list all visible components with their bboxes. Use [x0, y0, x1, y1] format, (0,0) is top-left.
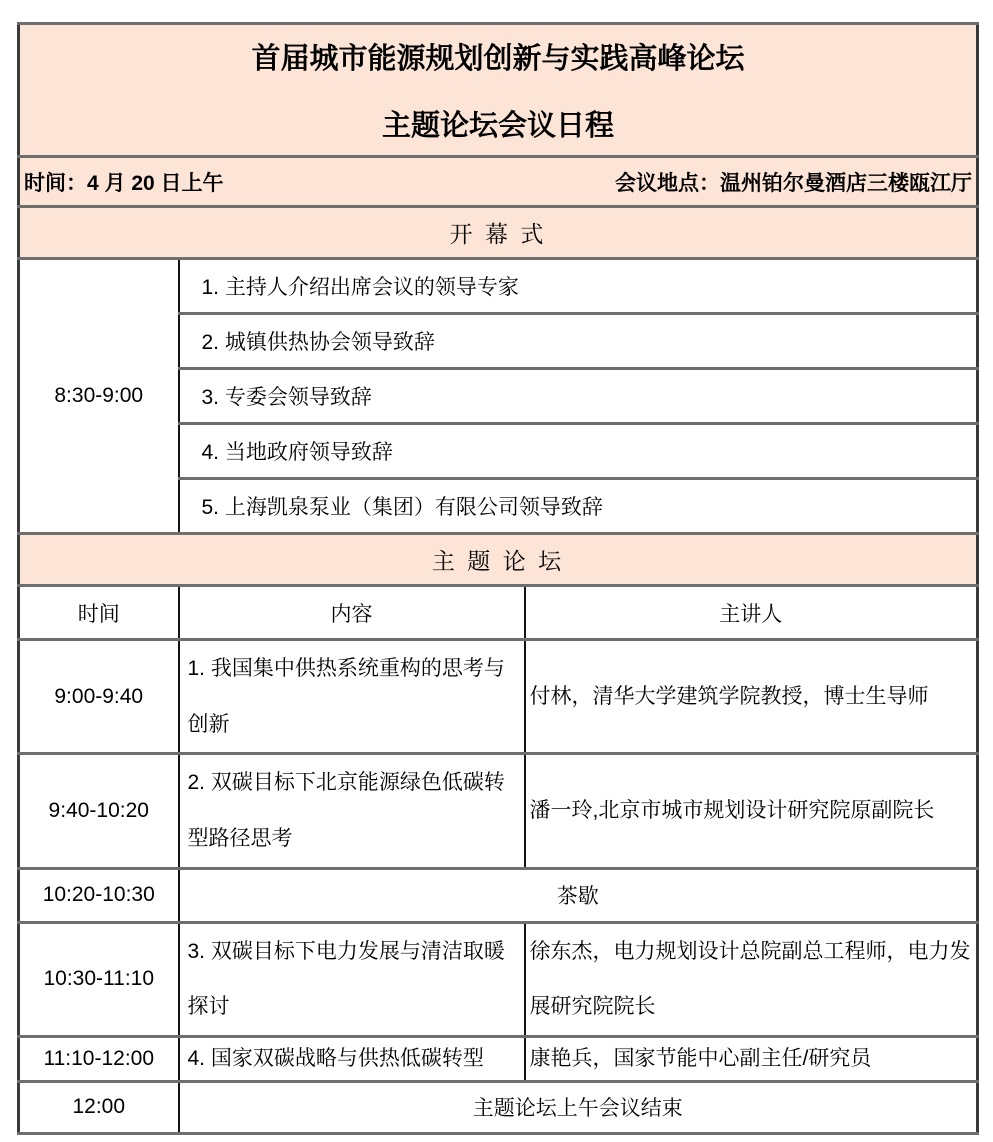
- session-content: 4. 国家双碳战略与供热低碳转型: [179, 1036, 525, 1081]
- session-time: 9:40-10:20: [19, 754, 179, 868]
- col-header-time: 时间: [19, 586, 179, 640]
- session-time: 12:00: [19, 1081, 179, 1133]
- closing-label: 主题论坛上午会议结束: [179, 1081, 978, 1133]
- table-row: [19, 1036, 978, 1081]
- session-content: 3. 双碳目标下电力发展与清洁取暖探讨: [179, 922, 525, 1036]
- title-block: [19, 24, 978, 157]
- session-time: 11:10-12:00: [19, 1036, 179, 1081]
- table-row: [19, 640, 978, 754]
- session-speaker: 潘一玲,北京市城市规划设计研究院原副院长: [525, 754, 978, 868]
- session-content: 2. 双碳目标下北京能源绿色低碳转型路径思考: [179, 754, 525, 868]
- table-row: [19, 868, 978, 922]
- forum-title: 首届城市能源规划创新与实践高峰论坛: [251, 42, 745, 75]
- opening-section-header: 开 幕 式: [19, 207, 978, 259]
- col-header-speaker: 主讲人: [525, 586, 978, 640]
- session-time: 10:30-11:10: [19, 922, 179, 1036]
- schedule-subtitle: 主题论坛会议日程: [382, 109, 615, 142]
- opening-item-2: 2. 城镇供热协会领导致辞: [179, 314, 978, 369]
- opening-item-1: 1. 主持人介绍出席会议的领导专家: [179, 259, 978, 314]
- schedule-table: [17, 22, 979, 1135]
- venue-label: 会议地点：温州铂尔曼酒店三楼瓯江厅: [615, 171, 973, 195]
- session-speaker: 康艳兵，国家节能中心副主任/研究员: [525, 1036, 978, 1081]
- opening-time: 8:30-9:00: [19, 259, 179, 534]
- tea-break-label: 茶歇: [179, 868, 978, 922]
- session-time: 9:00-9:40: [19, 640, 179, 754]
- table-row: [19, 1081, 978, 1133]
- table-row: [19, 754, 978, 868]
- session-time: 10:20-10:30: [19, 868, 179, 922]
- schedule-page: [17, 22, 979, 1135]
- table-row: [19, 922, 978, 1036]
- session-content: 1. 我国集中供热系统重构的思考与创新: [179, 640, 525, 754]
- date-label: 时间：4 月 20 日上午: [24, 171, 224, 195]
- col-header-content: 内容: [179, 586, 525, 640]
- forum-section-header: 主 题 论 坛: [19, 534, 978, 586]
- session-speaker: 徐东杰，电力规划设计总院副总工程师，电力发展研究院院长: [525, 922, 978, 1036]
- session-speaker: 付林，清华大学建筑学院教授，博士生导师: [525, 640, 978, 754]
- opening-item-5: 5. 上海凯泉泵业（集团）有限公司领导致辞: [179, 479, 978, 534]
- opening-item-4: 4. 当地政府领导致辞: [179, 424, 978, 479]
- meta-row: [19, 157, 978, 207]
- opening-item-3: 3. 专委会领导致辞: [179, 369, 978, 424]
